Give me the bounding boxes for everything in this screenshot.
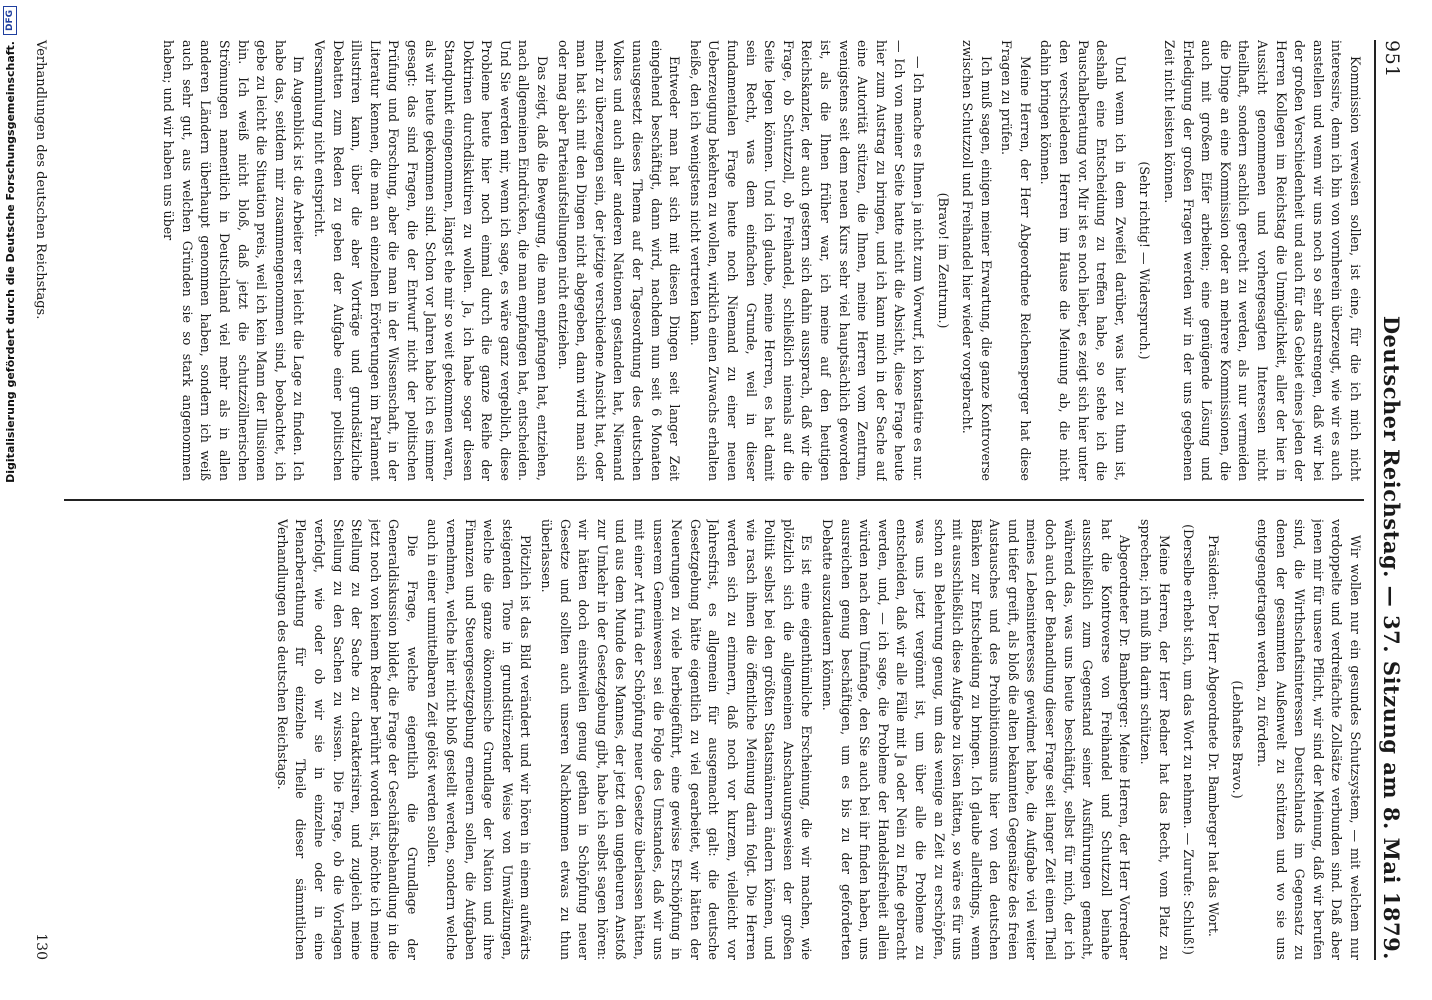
page-footer (30, 40, 52, 960)
stage-direction: (Derselbe erhebt sich, um das Wort zu nehmen. — Zurufe: Schluß!) (1181, 524, 1197, 955)
paragraph: Kommission verweisen sollen, ist eine, für die ich mich nicht interessire, denn ich bin von vornherein überzeugt, wie wir es auch anstellen und wenn wir uns noch so sehr anstrengen, daß wir bei der großen Verschiedenheit und auch für das Gebiet eines jeden der Herren Kollegen im Reichstag die Unmöglichkeit, aller der hier in Aussicht genommenen und vorhergesagten Interessen nicht theilhaft, sondern sachlich gerecht zu werden, als nur vermeiden die Dinge an eine Kommission oder an mehrere Kommissionen, die auch mit großem Eifer arbeiten; eine genügende Lösung und Erledigung der großen Fragen werden wir in der uns gegebenen Zeit nicht leisten können. (1162, 40, 1363, 481)
paragraph: Es ist eine eigenthümliche Erscheinung, die wir machen, wie plötzlich sich die allgemeinen Anschauungsweisen der großen Politik selbst bei den größten Staatsmännern ändern können, und wie rasch ihnen die öffentliche Meinung darin folgt. Die Herren werden sich zu erinnern, daß noch vor kurzem, vielleicht vor Jahresfrist, es allgemein für ausgemacht galt: die deutsche Gesetzgebung hätte eigentlich zu viel gearbeitet, wir hätten der Neuerungen zu viele herbeigeführt, eine gewisse Erschöpfung in unserem Gemeinwesen sei die Folge des Umstandes, daß wir uns mit einer Art furia der Schöpfung neuer Gesetze überlassen hätten, und aus dem Munde des Mannes, der jetzt den ungeheuren Anstoß zur Umkehr in der Gesetzgebung gibt, habe ich selbst sagen hören: wir hätten doch einstweilen genug gethan in Schöpfung neuer Gesetze und sollten auch unseren Nachkommen etwas zu thun überlassen. (539, 519, 815, 960)
digitization-credit (0, 0, 20, 1000)
paragraph: Wir wollen nur ein gesundes Schutzsystem, — mit welchem nur verdoppelte und verdreifachte Zollsätze verbunden sind. Daß aber jenen mir für unsere Pflicht, wir sind der Meinung, daß wir berufen sind, die Wirthschaftsinteressen Deutschlands im Gegensatz zu denen der gesammten Außenwelt zu schützen und wo sie uns entgegengetragen werden, zu fördern. (1255, 519, 1363, 960)
paragraph: Und wenn ich in dem Zweifel darüber, was hier zu thun ist, deshalb eine Entscheidung zu treffen habe, so stehe ich die Pauschalberatung vor. Mir ist es noch lieber, es zeigt sich hier unter den verschiedenen Herren im Hause die Meinung ab, die nicht dahin bringen können. (1038, 40, 1128, 481)
page-header (1374, 40, 1408, 960)
paragraph: Die Frage, welche eigentlich die Grundlage der Generaldiskussion bildet, die Frage der Geschäftsbehandlung in die jetzt noch von keinem Redner berührt worden ist, möchte ich meine Stellung zu der Sache zu charakterisiren, und zugleich meine Stellung zu den Sachen zu wissen. Die Frage, ob die Vorlagen verfolgt, wie oder ob wir sie in einzelne oder in eine Plenarberathung für einzelne Theile dieser sämmtlichen Verhandlungen des deutschen Reichstags. (274, 519, 420, 960)
paragraph: Ich muß sagen, einigen meiner Erwartung, die ganze Kontroverse zwischen Schutzzoll und Freihandel hier wieder vorgebracht. (960, 40, 994, 481)
paragraph: Im Augenblick ist die Arbeiter erst leicht die Lage zu finden. Ich habe das, seitdem mir zusammengenommen sind, beobachtet, ich gebe zu leicht die Situation preis, weil ich kein Mann der Illusionen bin. Ich weiß nicht bloß, daß jetzt die schutzzöllnerischen Strömungen namentlich in Deutschland viel mehr als in allen anderen Ländern überhaupt genommen haben, sondern ich weiß auch sehr gut, aus welchen Gründen sie so stark angenommen haben; und wir haben uns über (161, 40, 307, 481)
bottom-caption: Verhandlungen des deutschen Reichstags. (33, 40, 49, 320)
interjection: (Sehr richtig! — Widerspruch.) (1137, 161, 1153, 360)
text-columns (64, 40, 1364, 960)
paragraph: Das zeigt, daß die Bewegung, die man empfangen hat, entziehen, nach allgemeinen Eindrücken, die man empfangen hat, entscheiden. Und Sie werden mir, wenn ich sage, es wäre ganz vergeblich, diese Probleme heute hier noch einmal durch die ganze Reihe der Doktrinen durchdiskutiren zu wollen. Ja, ich habe sogar diesen Standpunkt eingenommen, längst ehe mir so weit gekommen waren, als wir heute gekommen sind. Schon vor Jahren habe ich es immer gesagt: das sind Fragen, die der Entwurf nicht der politischen Prüfung und Forschung, aber die man in der Wissenschaft, in der Literatur kennen, die man an einzelnen Erörterungen im Parlament illustriren kann, über die aber Vorträge und grundsätzliche Debatten zum Reden zu geben der Aufgabe einer politischen Versammlung nicht entspricht. (311, 40, 551, 481)
sheet-number: 130 (33, 933, 49, 960)
left-column (64, 40, 1364, 481)
right-column (64, 519, 1364, 960)
running-title: Deutscher Reichstag. — 37. Sitzung am 8. Mai 1879. (1379, 315, 1405, 960)
interjection: (Lebhaftes Bravo.) (1230, 680, 1246, 799)
column-divider (64, 499, 1364, 501)
interjection: (Bravo! im Zentrum.) (935, 192, 951, 329)
speaker-paragraph: Abgeordneter Dr. Bamberger: Meine Herren, der Herr Vorredner hat die Kontroverse von Freihandel und Schutzzoll beinahe ausschließlich zum Gegenstand seiner Ausführungen gemacht, während das, was uns heute beschäftigt, selbst für mich, der ich doch auch der Behandlung dieser Frage seit langer Zeit einen Theil meines Lebensinteresses gewidmet habe, die Aufgabe viel weiter und tiefer greift, als bloß die alten bekannten Gegensätze des freien Austausches und des Prohibitionismus hier von den deutschen Bänken zur Entscheidung zu bringen. Ich glaube allerdings, wenn mit ausschließlich diese Aufgabe zu lösen hätten, so wäre es für uns schon an Belehrung genug, um das wenige an Zeit zu erschöpfen, was uns jetzt vergönnt ist, um über alle die Probleme zu entscheiden, daß wir alle Fälle mit Ja oder Nein zu Ende gebracht werden, und, — ich sage, die Probleme der Handelsfreiheit allein würden nach dem Umfange, den Sie auch bei ihr finden haben, uns ausreichen genug beschäftigen, um es bis zu der geforderten Debatte auszudauern können. (819, 519, 1133, 960)
credit-text: Digitalisierung gefördert durch die Deutsche Forschungsgemeinschaft. (3, 41, 17, 483)
speaker-paragraph: Präsident: Der Herr Abgeordnete Dr. Bamberger hat das Wort. (1205, 535, 1221, 937)
page-number: 951 (1381, 40, 1403, 78)
paragraph: Meine Herren, der Herr Abgeordnete Reichensperger hat diese Fragen zu prüfen. (999, 40, 1033, 481)
paragraph: Meine Herren, der Herr Redner hat das Recht, vom Platz zu sprechen; ich muß ihn darin schützen. (1138, 519, 1172, 960)
paragraph: Entweder man hat sich mit diesen Dingen seit langer Zeit eingehend beschäftigt, dann wird, nachdem nun seit 6 Monaten unausgesetzt dieses Thema auf der Tagesordnung des deutschen Volkes und auch aller anderen Nationen gestanden hat, Niemand mehr zu überzeugen sein, der jetzige verschiedene Ansicht hat, oder man hat sich mit den Dingen nicht abgegeben, dann wird man sich oder mag aber Parteiaufstellungen nicht entziehen. (555, 40, 683, 481)
dfg-logo-icon: DFG (3, 6, 17, 35)
paragraph: — Ich mache es Ihnen ja nicht zum Vorwurf, ich konstatire es nur. — Ich von meiner Seite hatte nicht die Absicht, diese Frage heute hier zum Austrag zu bringen, und ich kann mich in der Sache auf eine Autorität stützen, die Ihnen, meine Herren vom Zentrum, wenigstens seit dem neuen Kurs sehr viel hauptsächlich geworden ist, als die Ihnen früher war, ich meine auf den heutigen Reichskanzler, der auch gestern sich dahin aussprach, daß wir die Frage, ob Schutzzoll, ob Freihandel, schließlich niemals auf die Seite legen können. Und ich glaube, meine Herren, es hat damit sein Recht, was dem einfachen Grunde, weil in dieser fundamentalen Frage heute noch Niemand zu einer neuen Ueberzeugung bekehren zu wollen, wirklich einen Zuwachs erhalten heiße, den ich wenigstens nicht vertreten kann. (687, 40, 926, 481)
paragraph: Plötzlich ist das Bild verändert und wir hören in einem aufwärts steigenden Tone in grundstürzender Weise von Umwälzungen, welche die ganze ökonomische Grundlage der Nation und ihre Finanzen und Steuergesetzgebung erneuern sollen, die Aufgaben vernehmen, welche hier nicht bloß gestellt werden, sondern welche auch in einer unmittelbaren Zeit gelöst werden sollen. (425, 519, 534, 960)
